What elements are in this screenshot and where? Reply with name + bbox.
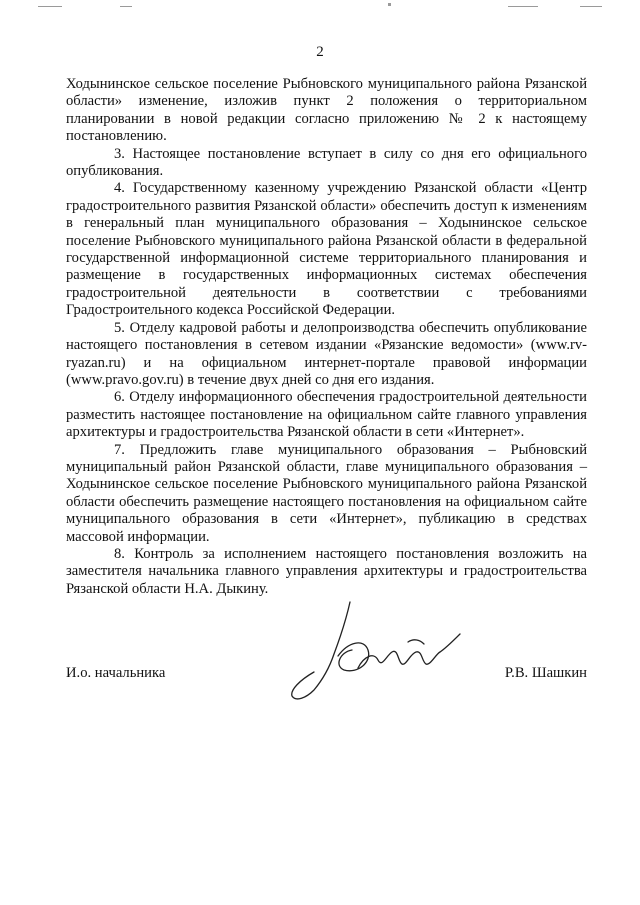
paragraph-4: 4. Государственному казенному учреждению Рязанской области «Центр градостроительного развития Рязанской области» обеспечить доступ к изменениям в генеральный план муниципального образования – Ходынинское сельское поселение Рыбновского муниципального района Рязанской области в федеральной государственной информационной системе территориального планирования и размещение в государственных информационных системах обеспечения градостроительной деятельности в соответствии с требованиями Градостроительного кодекса Российской Федерации. xyxy=(66,180,587,319)
paragraph-5: 5. Отделу кадровой работы и делопроизводства обеспечить опубликование настоящего постановления в сетевом издании «Рязанские ведомости» (www.rv-ryazan.ru) и на официальном интернет-портале правовой информации (www.pravo.gov.ru) в течение двух дней со дня его издания. xyxy=(66,319,587,388)
document-body xyxy=(66,76,587,598)
paragraph-3: 3. Настоящее постановление вступает в силу со дня его официального опубликования. xyxy=(66,145,587,180)
paragraph-continued: Ходынинское сельское поселение Рыбновского муниципального района Рязанской области» изменение, изложив пункт 2 положения о территориальном планировании в новой редакции согласно приложению № 2 к настоящему постановлению. xyxy=(66,76,587,145)
handwritten-signature xyxy=(288,598,478,710)
signer-name: Р.В. Шашкин xyxy=(504,665,587,681)
signature-block xyxy=(66,650,587,740)
scan-artifact xyxy=(120,6,132,7)
scan-artifact xyxy=(508,6,538,7)
scan-artifact xyxy=(38,6,62,7)
paragraph-8: 8. Контроль за исполнением настоящего постановления возложить на заместителя начальника главного управления архитектуры и градостроительства Рязанской области Н.А. Дыкину. xyxy=(66,545,587,597)
page-number: 2 xyxy=(316,44,324,60)
paragraph-6: 6. Отделу информационного обеспечения градостроительной деятельности разместить настоящее постановление на официальном сайте главного управления архитектуры и градостроительства Рязанской области в сети «Интернет». xyxy=(66,389,587,441)
paragraph-7: 7. Предложить главе муниципального образования – Рыбновский муниципальный район Рязанской области, главе муниципального образования – Ходынинское сельское поселение Рыбновского муниципального района Рязанской области обеспечить размещение настоящего постановления на официальном сайте муниципального образования в сети «Интернет», публикацию в средствах массовой информации. xyxy=(66,441,587,545)
scan-artifact xyxy=(388,3,391,6)
scan-artifact xyxy=(580,6,602,7)
signer-position: И.о. начальника xyxy=(66,665,166,681)
